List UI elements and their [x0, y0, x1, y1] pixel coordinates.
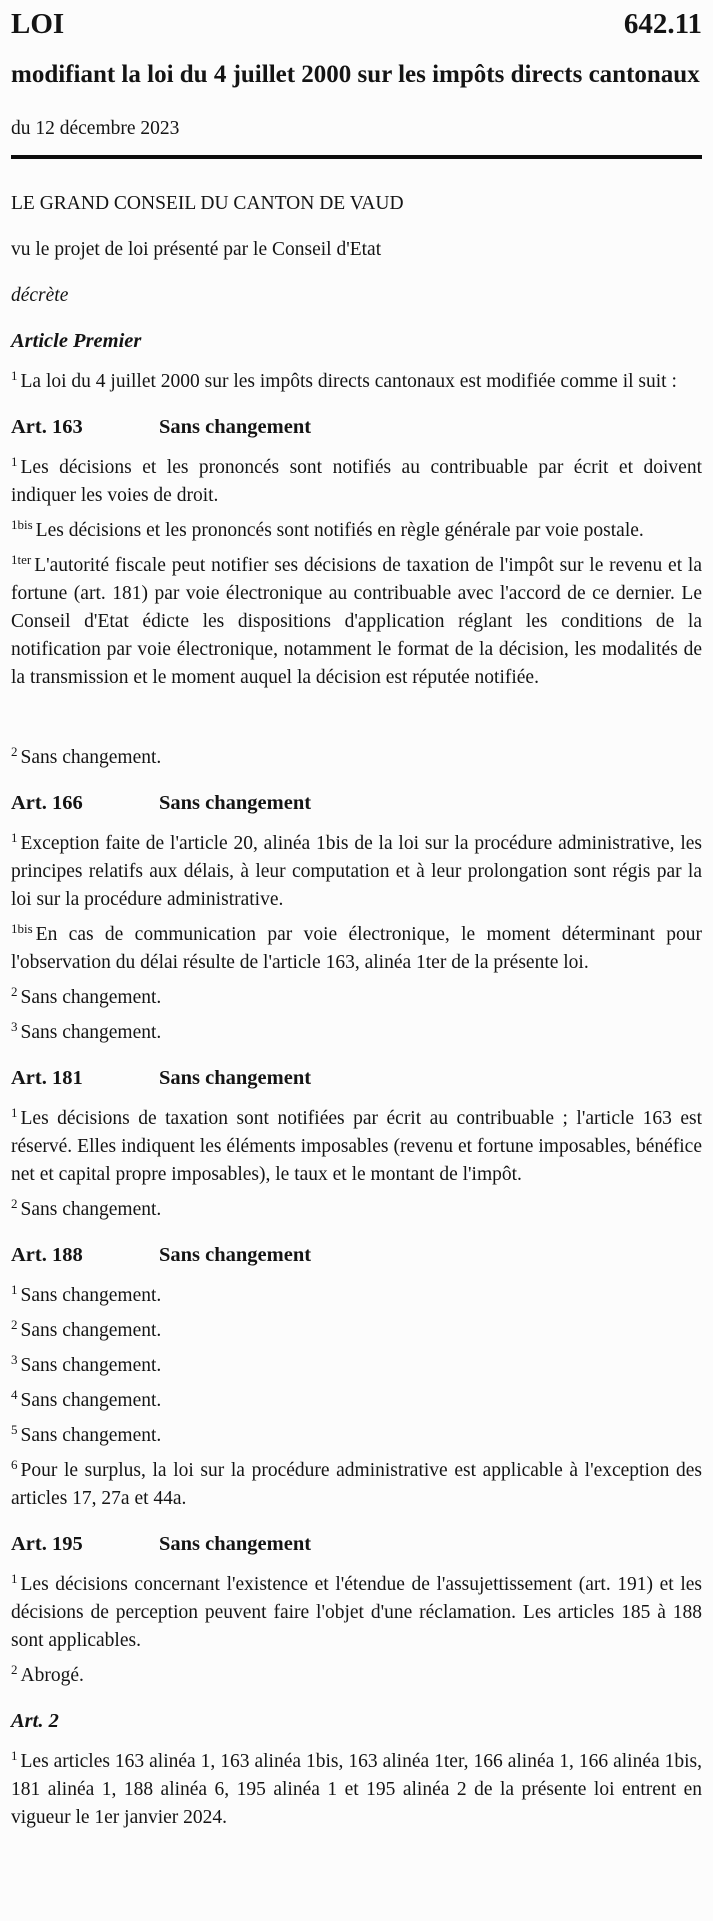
doc-number: 642.11: [623, 8, 702, 40]
alinea-paragraph: $^2$ Sans changement.: [11, 1195, 162, 1220]
article-heading: [11, 414, 702, 441]
preamble: [11, 190, 702, 309]
article-number: Art. 195: [11, 1533, 83, 1555]
alinea-paragraph: $^3$ Sans changement.: [11, 1351, 162, 1376]
alinea-number: 1ter: [11, 551, 32, 567]
doc-type-label: LOI: [11, 8, 65, 40]
alinea-number: 1bis: [11, 516, 33, 532]
article-number: Art. 163: [11, 416, 83, 438]
article-status-label: Sans changement: [159, 1244, 312, 1266]
preamble-line: LE GRAND CONSEIL DU CANTON DE VAUD: [11, 193, 404, 214]
article-title: Article Premier: [11, 330, 142, 352]
alinea-paragraph: $^1$ Les décisions et les prononcés sont notifiés au contribuable par écrit et doivent indiquer les voies de droit.: [11, 453, 702, 506]
article-number: Art. 181: [11, 1067, 83, 1089]
alinea-number: 2: [11, 1661, 18, 1677]
alinea-paragraph: $^2$ Sans changement.: [11, 743, 162, 768]
preamble-line: vu le projet de loi présenté par le Conseil d'Etat: [11, 239, 382, 260]
alinea-paragraph: $^1$ Exception faite de l'article 20, alinéa 1bis de la loi sur la procédure administrative, les principes relatifs aux délais, à leur computation et à leur prolongation sont régis par la loi sur la procédure administrative.: [11, 829, 702, 910]
article-heading: [11, 1242, 702, 1269]
alinea-number: 3: [11, 1018, 18, 1034]
document-date: du 12 décembre 2023: [11, 118, 180, 139]
alinea-number: 2: [11, 983, 18, 999]
article-title: Art. 2: [11, 1710, 59, 1732]
alinea-number: 1: [11, 1747, 18, 1763]
document-header: [11, 4, 702, 44]
article-number: Art. 188: [11, 1244, 83, 1266]
article-status-label: Sans changement: [159, 1533, 312, 1555]
article-status-label: Sans changement: [159, 792, 312, 814]
article-number: Art. 166: [11, 792, 83, 814]
alinea-number: 1: [11, 1281, 18, 1297]
alinea-number: 4: [11, 1386, 18, 1402]
alinea-number: 1: [11, 829, 18, 845]
alinea-number: 1: [11, 367, 18, 383]
alinea-number: 1: [11, 1104, 18, 1120]
alinea-paragraph: $^2$ Sans changement.: [11, 1316, 162, 1341]
alinea-paragraph: $^{1bis}$ En cas de communication par voie électronique, le moment déterminant pour l'observation du délai résulte de l'article 163, alinéa 1ter de la présente loi.: [11, 920, 702, 973]
alinea-number: 2: [11, 743, 18, 759]
alinea-number: 5: [11, 1421, 18, 1437]
alinea-paragraph: $^6$ Pour le surplus, la loi sur la procédure administrative est applicable à l'exception des articles 17, 27a et 44a.: [11, 1456, 702, 1509]
preamble-line: décrète: [11, 285, 69, 306]
alinea-number: 3: [11, 1351, 18, 1367]
article-heading: [11, 1065, 702, 1092]
alinea-number: 2: [11, 1195, 18, 1211]
alinea-paragraph: $^3$ Sans changement.: [11, 1018, 162, 1043]
document-title: modifiant la loi du 4 juillet 2000 sur les impôts directs cantonaux: [11, 61, 700, 88]
article-status-label: Sans changement: [159, 416, 312, 438]
alinea-paragraph: $^1$ Les décisions de taxation sont notifiées par écrit au contribuable ; l'article 163 est réservé. Elles indiquent les éléments imposables (revenu et fortune imposables, bénéfice net et capital propre imposables), le taux et le montant de l'impôt.: [11, 1104, 702, 1185]
alinea-number: 1: [11, 453, 18, 469]
alinea-paragraph: $^2$ Abrogé.: [11, 1661, 84, 1686]
article-status-label: Sans changement: [159, 1067, 312, 1089]
article-heading: [11, 790, 702, 817]
alinea-paragraph: $^4$ Sans changement.: [11, 1386, 162, 1411]
alinea-paragraph: $^1$ Les décisions concernant l'existence et l'étendue de l'assujettissement (art. 191) et les décisions de perception peuvent faire l'objet d'une réclamation. Les articles 185 à 188 sont applicables.: [11, 1570, 702, 1651]
alinea-paragraph: $^1$ Sans changement.: [11, 1281, 162, 1306]
alinea-paragraph: $^2$ Sans changement.: [11, 983, 162, 1008]
law-body: [11, 328, 702, 1832]
alinea-paragraph: $^{1ter}$ L'autorité fiscale peut notifier ses décisions de taxation de l'impôt sur le revenu et la fortune (art. 181) par voie électronique au contribuable avec l'accord de ce dernier. Le Conseil d'Etat édicte les dispositions d'application réglant les conditions de la notification par voie électronique, notamment le format de la décision, les modalités de la transmission et le moment auquel la décision est réputée notifiée.: [11, 551, 702, 688]
alinea-number: 1: [11, 1570, 18, 1586]
divider-rule: [11, 155, 702, 159]
alinea-paragraph: $^1$ La loi du 4 juillet 2000 sur les impôts directs cantonaux est modifiée comme il suit :: [11, 367, 677, 392]
article-heading: [11, 1531, 702, 1558]
alinea-number: 2: [11, 1316, 18, 1332]
alinea-paragraph: $^5$ Sans changement.: [11, 1421, 162, 1446]
alinea-number: 1bis: [11, 920, 33, 936]
alinea-paragraph: $^{1bis}$ Les décisions et les prononcés sont notifiés en règle générale par voie postale.: [11, 516, 644, 541]
alinea-number: 6: [11, 1456, 18, 1472]
alinea-paragraph: $^1$ Les articles 163 alinéa 1, 163 alinéa 1bis, 163 alinéa 1ter, 166 alinéa 1, 166 alinéa 1bis, 181 alinéa 1, 188 alinéa 6, 195 alinéa 1 et 195 alinéa 2 de la présente loi entrent en vigueur le 1er janvier 2024.: [11, 1747, 702, 1828]
